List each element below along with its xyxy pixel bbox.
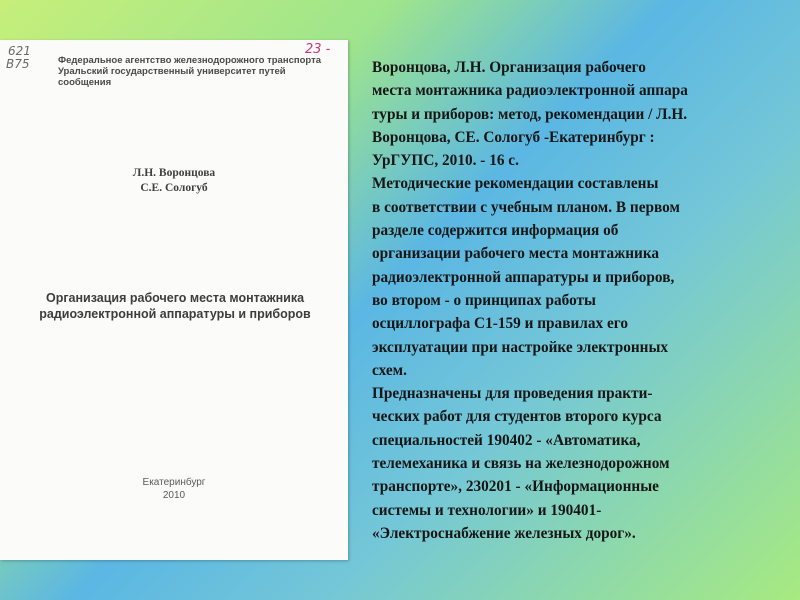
description-line: во втором - о принципах работы <box>372 291 596 309</box>
bibliographic-description <box>372 56 782 545</box>
book-cover-scan <box>0 40 348 560</box>
description-line: разделе содержится информация об <box>372 222 619 240</box>
description-line: Воронцова, СЕ. Сологуб -Екатеринбург : <box>372 128 655 146</box>
author: Л.Н. Воронцова <box>132 167 216 179</box>
year: 2010 <box>162 490 186 501</box>
cover-authors <box>0 166 348 196</box>
description-line: телемеханика и связь на железнодорожном <box>372 455 670 473</box>
cover-title <box>20 290 330 322</box>
description-line: Воронцова, Л.Н. Организация рабочего <box>372 59 646 76</box>
description-line: ческих работ для студентов второго курса <box>372 408 662 426</box>
description-line: Методические рекомендации составлены <box>372 175 659 193</box>
handwritten-code: 621 <box>8 44 31 58</box>
publisher-agency <box>58 55 338 88</box>
handwritten-mark: 23 - <box>305 42 331 57</box>
description-line: эксплуатации при настройке электронных <box>372 338 669 356</box>
description-line: радиоэлектронной аппаратуры и приборов, <box>372 268 675 286</box>
description-line: схем. <box>372 361 407 379</box>
description-line: Предназначены для проведения практи- <box>372 385 653 403</box>
description-line: в соответствии с учебным планом. В первом <box>372 198 680 216</box>
description-line: осциллографа С1-159 и правилах его <box>372 315 628 333</box>
city: Екатеринбург <box>142 477 206 488</box>
description-line: транспорте», 230201 - «Информационные <box>372 478 659 496</box>
description-line: УрГУПС, 2010. - 16 с. <box>372 152 519 170</box>
agency-line: Уральский государственный университет путей сообщения <box>58 66 286 88</box>
description-line: «Электроснабжение железных дорог». <box>372 524 636 542</box>
description-line: организации рабочего места монтажника <box>372 245 660 263</box>
handwritten-code: B75 <box>6 57 30 71</box>
description-line: туры и приборов: метод, рекомендации / Л.Н. <box>372 105 688 123</box>
agency-line: Федеральное агентство железнодорожного транспорта <box>58 55 322 66</box>
description-line: системы и технологии» и 190401- <box>372 501 602 519</box>
publication-place <box>0 476 348 502</box>
description-line: специальностей 190402 - «Автоматика, <box>372 431 641 449</box>
title-line: радиоэлектронной аппаратуры и приборов <box>39 307 311 321</box>
title-line: Организация рабочего места монтажника <box>45 291 305 305</box>
description-line: места монтажника радиоэлектронной аппара <box>372 82 688 100</box>
author: С.Е. Сологуб <box>140 182 208 194</box>
